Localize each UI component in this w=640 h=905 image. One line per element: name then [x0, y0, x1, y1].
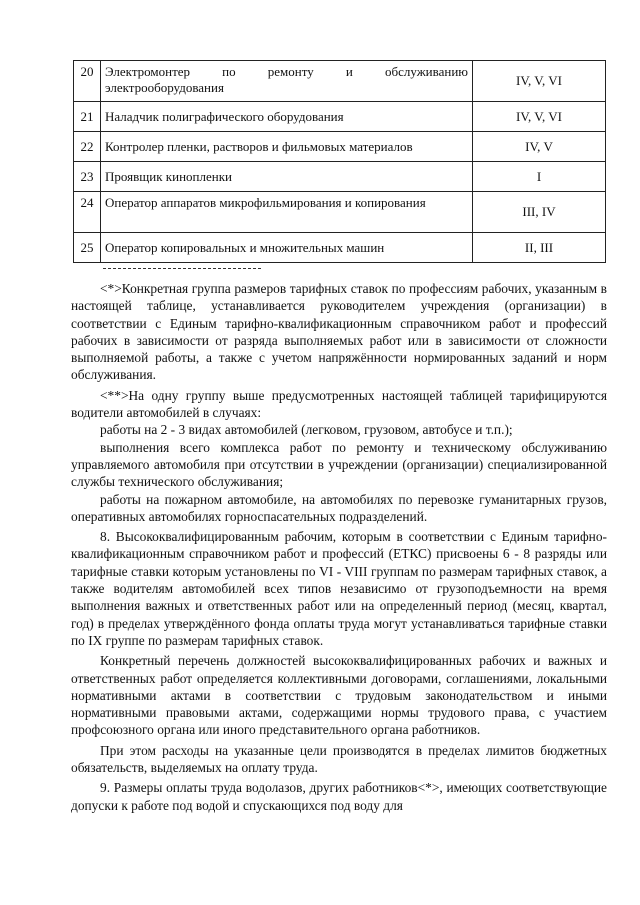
- table-row: [74, 132, 606, 162]
- tariff-groups: IV, V, VI: [473, 61, 606, 102]
- row-number: 21: [74, 102, 101, 132]
- section-9-paragraph: 9. Размеры оплаты труда водолазов, других работников<*>, имеющих соответствующие допуски к работе под водой и спускающихся под воду для: [71, 780, 607, 813]
- profession-name: Контролер пленки, растворов и фильмовых материалов: [101, 132, 473, 162]
- footnote-case-item: работы на пожарном автомобиле, на автомобилях по перевозке гуманитарных грузов, оперативных автомобилях горноспасательных подразделений.: [71, 491, 607, 524]
- footnote-single-asterisk: <*>Конкретная группа размеров тарифных ставок по профессиям рабочих, указанным в настоящей таблице, устанавливается руководителем учреждения (организации) в соответствии с Единым тарифно-квалификационным справочником работ и профессий рабочих в зависимости от разряда выполняемых работ или в зависимости от сложности выполняемой работы, а также с учетом напряжённости нормированных заданий и норм обслуживания.: [71, 281, 607, 383]
- profession-name: Оператор аппаратов микрофильмирования и копирования: [101, 192, 473, 233]
- table-row: [74, 233, 606, 263]
- profession-table: [73, 60, 606, 263]
- footnote-case-item: выполнения всего комплекса работ по ремонту и техническому обслуживанию управляемого автомобиля при отсутствии в учреждении (организации) специализированной службы технического обслуживания;: [71, 439, 607, 490]
- table-row: [74, 61, 606, 102]
- table-row: [74, 192, 606, 233]
- row-number: 25: [74, 233, 101, 263]
- tariff-groups: II, III: [473, 233, 606, 263]
- profession-name: Наладчик полиграфического оборудования: [101, 102, 473, 132]
- document-body: [71, 280, 607, 817]
- footnote-double-asterisk: <**>На одну группу выше предусмотренных настоящей таблицей тарифицируются водители автомобилей в случаях:: [71, 387, 607, 421]
- tariff-groups: III, IV: [473, 192, 606, 233]
- row-number: 22: [74, 132, 101, 162]
- tariff-groups: I: [473, 162, 606, 192]
- body-paragraph: При этом расходы на указанные цели производятся в пределах лимитов бюджетных обязательств, выделяемых на оплату труда.: [71, 742, 607, 776]
- footnote-case-item: работы на 2 - 3 видах автомобилей (легковом, грузовом, автобусе и т.п.);: [100, 422, 513, 438]
- row-number: 20: [74, 61, 101, 102]
- row-number: 23: [74, 162, 101, 192]
- row-number: 24: [74, 192, 101, 233]
- table-row: [74, 162, 606, 192]
- body-paragraph: Конкретный перечень должностей высококвалифицированных рабочих и важных и ответственных работ определяется коллективными договорами, соглашениями, локальными нормативными актами в соответствии с трудовым законодательством и иными нормативными правовыми актами, содержащими нормы трудового права, с участием профсоюзного органа или иного представительного органа работников.: [71, 653, 607, 738]
- tariff-groups: IV, V, VI: [473, 102, 606, 132]
- footnote-separator: [103, 268, 261, 269]
- profession-name: Электромонтер по ремонту и обслуживанию электрооборудования: [101, 61, 473, 102]
- profession-name: Оператор копировальных и множительных машин: [101, 233, 473, 263]
- profession-name: Проявщик кинопленки: [101, 162, 473, 192]
- section-8-paragraph: 8. Высококвалифицированным рабочим, которым в соответствии с Единым тарифно-квалификационным справочником работ и профессий (ЕТКС) присвоены 6 - 8 разряды или тарифные ставки которым установлены по VI - VIII группам по размерам тарифных ставок, а также водителям автомобилей всех типов независимо от грузоподъемности на время выполнения важных и ответственных работ или на определенный период (месяц, квартал, год) в пределах утверждённого фонда оплаты труда могут устанавливаться тарифные ставки по IX группе по размерам тарифных ставок.: [71, 529, 607, 648]
- tariff-groups: IV, V: [473, 132, 606, 162]
- table-row: [74, 102, 606, 132]
